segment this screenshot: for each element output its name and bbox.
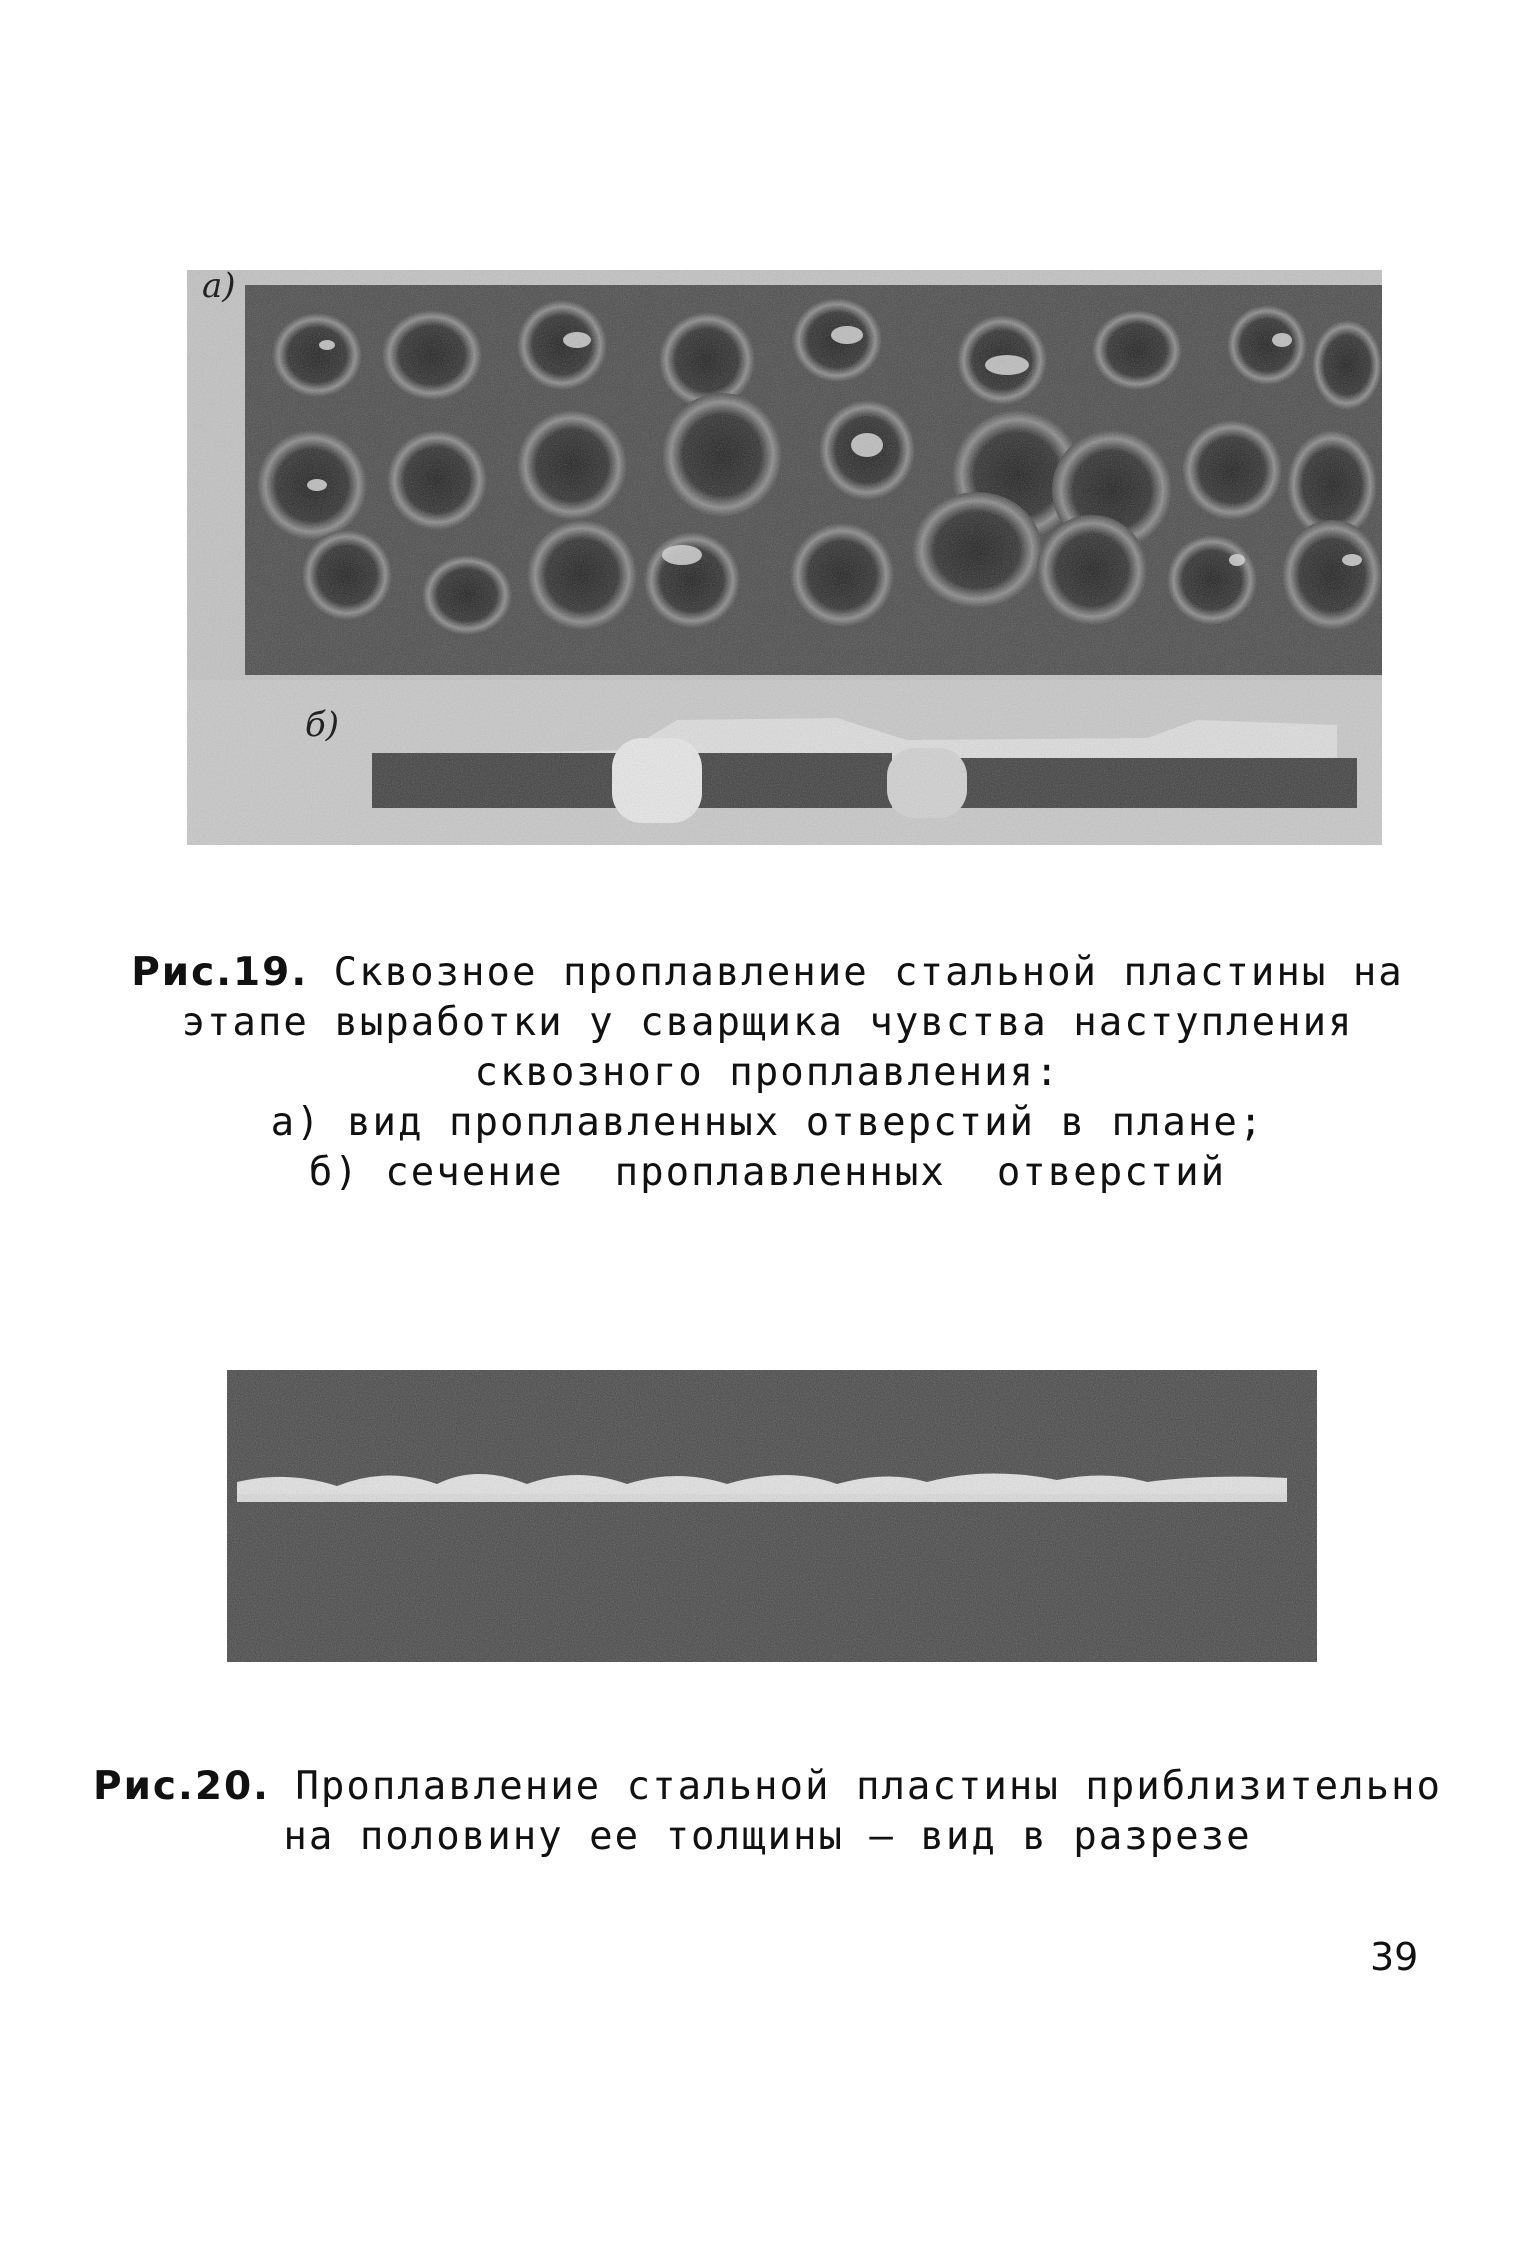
- panel-label-a: a): [202, 270, 236, 306]
- figure-number: Рис.20.: [92, 1764, 270, 1809]
- figure-19-photo: [187, 270, 1382, 845]
- page-number: 39: [1370, 1935, 1419, 1979]
- caption-line: [0, 948, 1535, 998]
- figure-19-image: [187, 270, 1382, 845]
- caption-title: Сквозное проплавление стальной пластины на: [333, 950, 1404, 995]
- caption-line: [0, 1762, 1535, 1812]
- figure-19-caption: [0, 948, 1535, 1198]
- caption-title: Проплавление стальной пластины приблизительно: [295, 1764, 1443, 1809]
- panel-label-b: б): [305, 705, 340, 745]
- figure-20-caption: [0, 1762, 1535, 1862]
- caption-line: сквозного проплавления:: [474, 1050, 1061, 1095]
- caption-item-a: а) вид проплавленных отверстий в плане;: [270, 1100, 1265, 1145]
- figure-20-photo: [227, 1370, 1317, 1662]
- figure-20-image: [227, 1370, 1317, 1662]
- caption-item-b: б) сечение проплавленных отверстий: [308, 1150, 1227, 1195]
- caption-line: на половину ее толщины – вид в разрезе: [283, 1814, 1252, 1859]
- caption-line: этапе выработки у сварщика чувства наступления: [181, 1000, 1354, 1045]
- figure-number: Рис.19.: [131, 950, 309, 995]
